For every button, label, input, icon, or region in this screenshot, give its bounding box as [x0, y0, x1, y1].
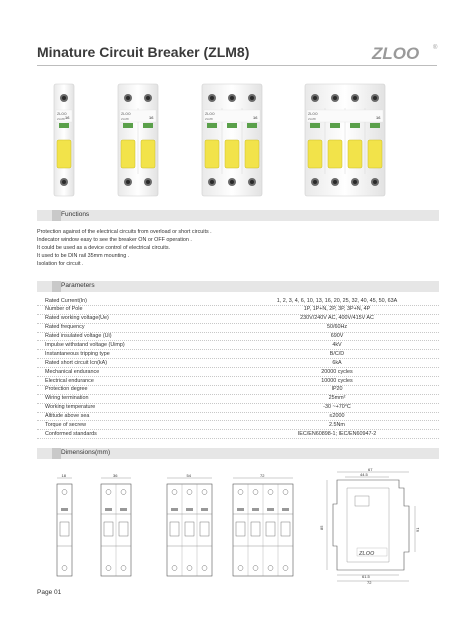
- front-view-4p: [233, 473, 293, 576]
- param-name: Rated working voltage(Ue): [45, 315, 109, 322]
- param-value: IP20: [331, 386, 343, 393]
- param-name: Number of Pole: [45, 306, 83, 313]
- product-images: [40, 78, 435, 208]
- table-row: [37, 333, 439, 342]
- functions-heading: Functions: [61, 211, 90, 218]
- param-name: Rated frequency: [45, 324, 85, 331]
- dim-label: 72: [260, 473, 265, 478]
- param-value: 230V/240V AC, 400V/415V AC: [300, 315, 374, 322]
- param-value: 50/60Hz: [326, 324, 348, 331]
- param-value: 20000 cycles: [321, 368, 353, 375]
- dim-label: 72: [367, 580, 372, 584]
- param-name: Impulse withstand voltage (Uimp): [45, 341, 125, 348]
- dimension-drawings: [37, 466, 439, 584]
- breaker-label-model: ZLM8: [308, 117, 316, 121]
- table-row: [37, 413, 439, 422]
- param-name: Mechanical endurance: [45, 368, 100, 375]
- param-value: B/C/D: [329, 350, 345, 357]
- dim-label: 67: [368, 467, 373, 472]
- breaker-label-brand: ZLOO: [121, 112, 131, 116]
- breaker-product-3p: [202, 84, 262, 196]
- param-value: ≤2000: [329, 413, 345, 420]
- section-marker: [52, 210, 61, 221]
- parameters-table: [37, 297, 439, 439]
- front-view-1p: [57, 473, 72, 576]
- page-number: Page 01: [37, 589, 62, 596]
- table-row: [37, 395, 439, 404]
- param-name: Rated Current(In): [45, 297, 87, 304]
- table-row: [37, 315, 439, 324]
- table-row: [37, 404, 439, 413]
- table-row: [37, 350, 439, 359]
- front-view-2p: [101, 473, 131, 576]
- table-row: [37, 359, 439, 368]
- breaker-label-brand: ZLOO: [57, 112, 67, 116]
- table-row: [37, 306, 439, 315]
- dimensions-heading: Dimensions(mm): [61, 449, 111, 456]
- table-row: [37, 324, 439, 333]
- dim-label: 54: [186, 473, 191, 478]
- function-line: It used to be DIN rail 35mm mounting .: [37, 253, 130, 259]
- table-row: [37, 386, 439, 395]
- table-row: [37, 377, 439, 386]
- table-row: [37, 297, 439, 306]
- section-marker: [52, 281, 61, 292]
- function-line: Indecator window easy to see the breaker ON or OFF operation .: [37, 237, 192, 243]
- breaker-label-brand: ZLOO: [205, 112, 215, 116]
- param-value: 1, 2, 3, 4, 6, 10, 13, 16, 20, 25, 32, 40, 45, 50, 63A: [276, 297, 398, 304]
- breaker-label-brand: ZLOO: [308, 112, 318, 116]
- breaker-product-2p: [118, 84, 158, 196]
- param-value: -30 ~+70°C: [323, 404, 351, 411]
- dim-label: 61.5: [362, 574, 370, 579]
- svg-text:ZLOO: ZLOO: [372, 44, 420, 63]
- breaker-label-rating: 16: [149, 115, 154, 120]
- dim-label: 91: [415, 527, 420, 532]
- parameters-heading-bar: [37, 281, 439, 292]
- breaker-label-model: ZLM8: [57, 117, 65, 121]
- table-row: [37, 341, 439, 350]
- param-value: 25mm²: [328, 395, 346, 402]
- page-title: Minature Circuit Breaker (ZLM8): [37, 44, 250, 60]
- breaker-product-4p: [305, 84, 385, 196]
- parameters-heading: Parameters: [61, 282, 95, 289]
- front-view-3p: [167, 473, 212, 576]
- breaker-label-model: ZLM8: [121, 117, 129, 121]
- param-value: 1P, 1P+N, 2P, 3P, 3P+N, 4P: [303, 306, 371, 313]
- section-marker: [52, 448, 61, 459]
- breaker-product-1p: [54, 84, 74, 196]
- param-value: 690V: [330, 333, 344, 340]
- dim-label: 85: [319, 525, 324, 530]
- table-row: [37, 430, 439, 439]
- breaker-label-rating: 16: [376, 115, 381, 120]
- param-value: 6kA: [332, 359, 342, 366]
- breaker-label-rating: 16: [65, 115, 70, 120]
- breaker-label-model: ZLM8: [205, 117, 213, 121]
- param-name: Wiring termination: [45, 395, 89, 402]
- title-rule: [37, 65, 437, 66]
- function-line: Isolation for circuit .: [37, 261, 84, 267]
- side-view: [319, 467, 420, 584]
- functions-heading-bar: [37, 210, 439, 221]
- dim-label: 36: [113, 473, 118, 478]
- function-line: Protection against of the electrical circuits from overload or short circuits .: [37, 229, 212, 235]
- param-name: Rated insulated voltage (Ui): [45, 333, 112, 340]
- param-name: Rated short circuit Icn(kA): [45, 359, 108, 366]
- param-name: Altitude above sea: [45, 413, 90, 420]
- table-row: [37, 421, 439, 430]
- param-value: 2.5Nm: [329, 421, 345, 428]
- param-name: Torque of secrew: [45, 421, 87, 428]
- param-value: IEC/EN60898-1; IEC/EN60947-2: [297, 430, 377, 437]
- function-line: It could be used as a device control of electrical circuits.: [37, 245, 171, 251]
- dim-label: 44.5: [360, 472, 368, 477]
- dimensions-heading-bar: [37, 448, 439, 459]
- side-view-brand: ZLOO: [359, 551, 375, 557]
- param-name: Conformed standards: [45, 430, 97, 437]
- dim-label: 18: [61, 473, 66, 478]
- param-value: 10000 cycles: [321, 377, 353, 384]
- table-row: [37, 368, 439, 377]
- param-name: Working temperature: [45, 404, 96, 411]
- svg-text:®: ®: [433, 45, 438, 51]
- brand-logo: [370, 41, 440, 65]
- param-name: Electrical endurance: [45, 377, 94, 384]
- param-name: Instantaneous tripping type: [45, 350, 110, 357]
- param-value: 4kV: [332, 341, 342, 348]
- breaker-label-rating: 16: [253, 115, 258, 120]
- param-name: Protection degree: [45, 386, 88, 393]
